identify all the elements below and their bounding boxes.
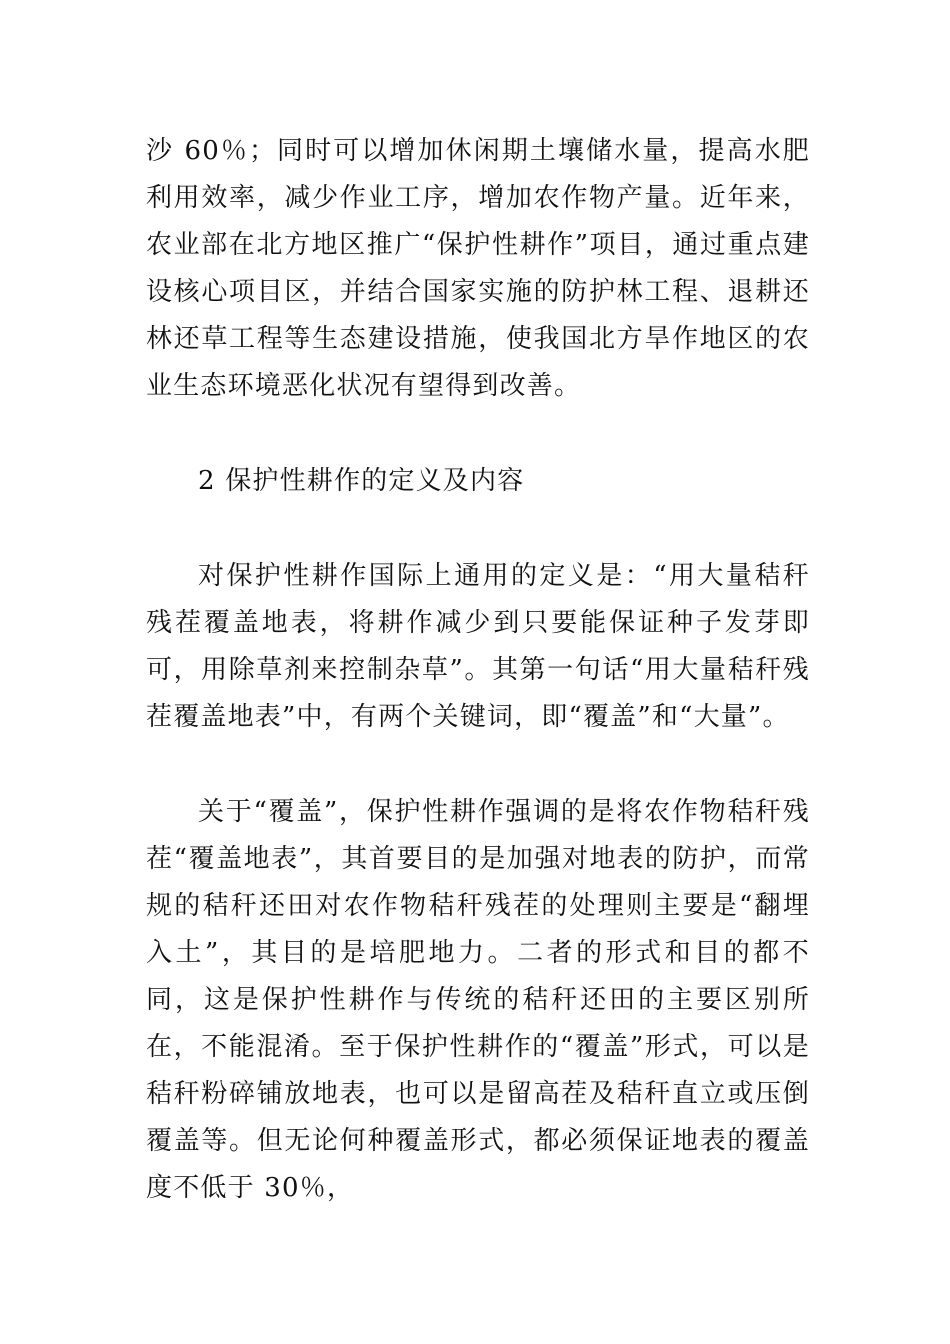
section-heading: 2 保护性耕作的定义及内容: [198, 466, 525, 496]
document-body: [146, 128, 810, 1212]
paragraph-definition: 对保护性耕作国际上通用的定义是：“用大量秸秆残茬覆盖地表，将耕作减少到只要能保证种子发芽即可，用除草剂来控制杂草”。其第一句话“用大量秸秆残茬覆盖地表”中，有两个关键词，即“覆盖”和“大量”。: [146, 561, 810, 732]
paragraph-coverage: 关于“覆盖”，保护性耕作强调的是将农作物秸秆残茬“覆盖地表”，其首要目的是加强对地表的防护，而常规的秸秆还田对农作物秸秆残茬的处理则主要是“翻埋入土”，其目的是培肥地力。二者的形式和目的都不同，这是保护性耕作与传统的秸秆还田的主要区别所在，不能混淆。至于保护性耕作的“覆盖”形式，可以是秸秆粉碎铺放地表，也可以是留高茬及秸秆直立或压倒覆盖等。但无论何种覆盖形式，都必须保证地表的覆盖度不低于 30％，: [146, 797, 810, 1203]
paragraph-continuation: 沙 60％；同时可以增加休闲期土壤储水量，提高水肥利用效率，减少作业工序，增加农作物产量。近年来，农业部在北方地区推广“保护性耕作”项目，通过重点建设核心项目区，并结合国家实施的防护林工程、退耕还林还草工程等生态建设措施，使我国北方旱作地区的农业生态环境恶化状况有望得到改善。: [146, 136, 810, 401]
